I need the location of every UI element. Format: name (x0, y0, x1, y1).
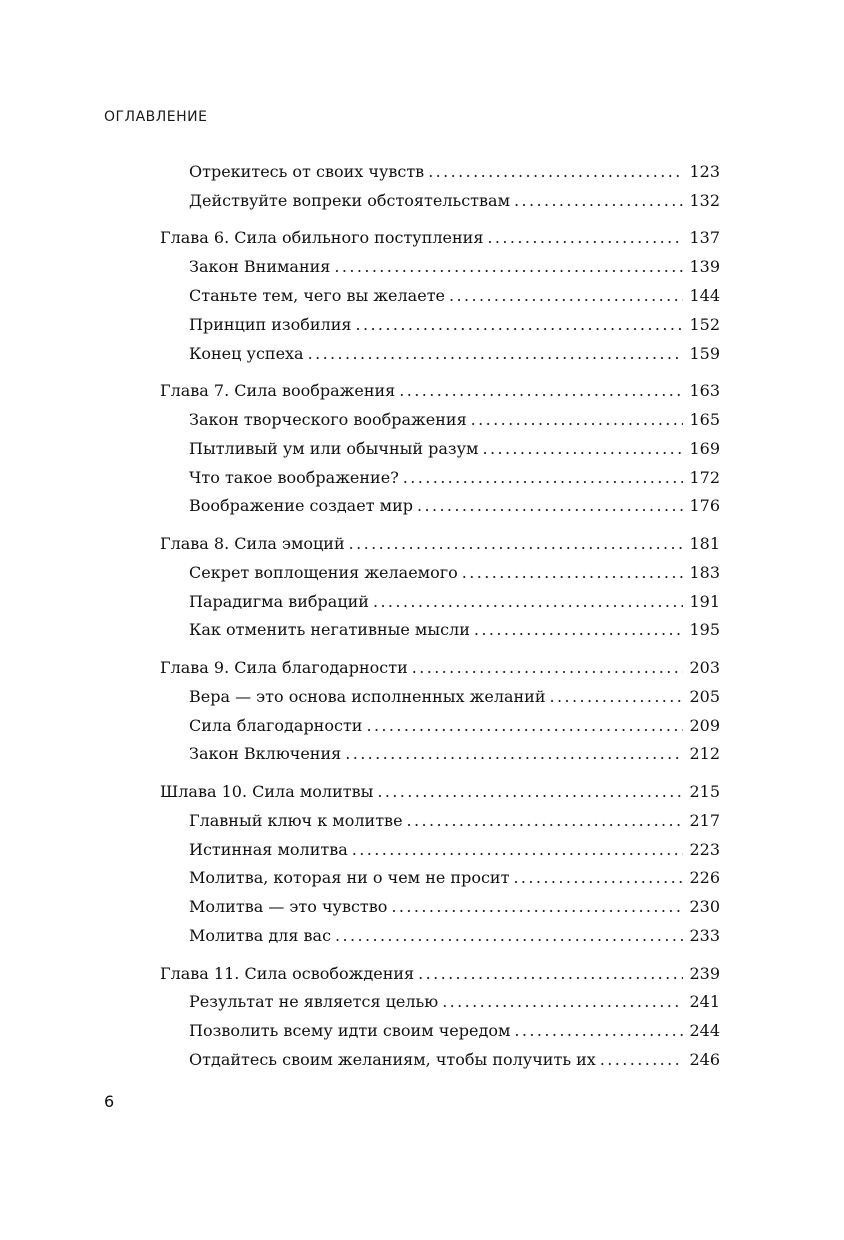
toc-chapter-title: Глава 9. Сила благодарности (160, 657, 408, 677)
dot-leader (308, 340, 684, 369)
dot-leader (403, 464, 684, 493)
toc-entry-title: Отрекитесь от своих чувств (189, 162, 425, 181)
toc-entry-page: 183 (689, 562, 720, 582)
toc-entry-title: Молитва, которая ни о чем не просит (189, 868, 510, 888)
running-head: ОГЛАВЛЕНИЕ (104, 109, 208, 125)
toc-entry-page: 226 (689, 868, 720, 888)
toc-chapter (160, 530, 720, 559)
toc-entry (160, 340, 720, 369)
dot-leader (418, 960, 683, 989)
toc-entry-title: Что такое воображение? (189, 467, 399, 487)
toc-entry (160, 187, 720, 216)
dot-leader (345, 740, 683, 769)
toc-chapter-title: Глава 11. Сила освобождения (160, 963, 415, 983)
toc-entry-page: 169 (689, 438, 720, 458)
toc-chapter-title: Глава 7. Сила воображения (160, 381, 396, 401)
toc-entry-page: 230 (689, 897, 720, 917)
dot-leader (514, 187, 683, 216)
toc-entry (160, 464, 720, 493)
dot-leader (482, 435, 683, 464)
dot-leader (417, 492, 683, 521)
dot-leader (513, 864, 683, 893)
dot-leader (373, 588, 684, 617)
toc-entry-page: 209 (689, 715, 720, 735)
toc-entry-page: 159 (689, 343, 720, 363)
toc-entry (160, 588, 720, 617)
dot-leader (352, 836, 684, 865)
toc-entry (160, 988, 720, 1017)
toc-entry-title: Сила благодарности (189, 715, 363, 735)
toc-entry-title: Позволить всему идти своим чередом (189, 1021, 511, 1041)
toc-chapter (160, 654, 720, 683)
dot-leader (412, 654, 684, 683)
dot-leader (366, 712, 683, 741)
dot-leader (335, 922, 683, 951)
toc-entry-page: 191 (689, 591, 720, 611)
toc-chapter-title: Глава 6. Сила обильного поступления (160, 228, 484, 248)
dot-leader (407, 807, 684, 836)
toc-entry-title: Результат не является целью (189, 992, 439, 1012)
toc-entry (160, 864, 720, 893)
toc-chapter-page: 137 (689, 228, 720, 248)
toc-entry (160, 807, 720, 836)
toc-entry-page: 223 (689, 839, 720, 859)
toc-entry (160, 1017, 720, 1046)
toc-entry-title: Главный ключ к молитве (189, 810, 403, 830)
toc-entry (160, 683, 720, 712)
toc-chapter (160, 377, 720, 406)
toc-entry (160, 406, 720, 435)
toc-entry (160, 282, 720, 311)
toc-entry (160, 922, 720, 951)
page-number: 6 (104, 1092, 115, 1111)
dot-leader (377, 778, 683, 807)
dot-leader (334, 253, 683, 282)
toc-entry-page: 139 (689, 257, 720, 277)
toc-entry-title: Закон творческого воображения (189, 409, 467, 429)
dot-leader (391, 893, 683, 922)
toc-entry-page: 123 (689, 162, 720, 181)
dot-leader (600, 1046, 684, 1075)
toc-entry-page: 195 (689, 620, 720, 640)
toc-entry-title: Секрет воплощения желаемого (189, 562, 458, 582)
toc-entry-title: Парадигма вибраций (189, 591, 369, 611)
dot-leader (442, 988, 683, 1017)
toc-entry (160, 253, 720, 282)
toc-entry-page: 217 (689, 810, 720, 830)
toc-entry-title: Истинная молитва (189, 839, 348, 859)
toc-entry-title: Закон Внимания (189, 257, 331, 277)
toc-entry (160, 836, 720, 865)
dot-leader (349, 530, 684, 559)
toc-entry-page: 241 (689, 992, 720, 1012)
toc-entry (160, 559, 720, 588)
toc-chapter (160, 224, 720, 253)
toc-entry (160, 492, 720, 521)
toc-chapter (160, 960, 720, 989)
toc-chapter-title: Шлава 10. Сила молитвы (160, 781, 374, 801)
dot-leader (514, 1017, 683, 1046)
toc-entry-title: Молитва для вас (189, 925, 332, 945)
toc-entry-page: 132 (689, 190, 720, 210)
toc-entry-title: Действуйте вопреки обстоятельствам (189, 190, 511, 210)
toc-entry (160, 893, 720, 922)
toc-chapter-title: Глава 8. Сила эмоций (160, 533, 345, 553)
toc-entry-title: Воображение создает мир (189, 496, 413, 516)
toc-entry-page: 152 (689, 314, 720, 334)
toc-chapter-page: 239 (689, 963, 720, 983)
toc-entry-page: 165 (689, 409, 720, 429)
dot-leader (474, 616, 684, 645)
toc-entry-title: Станьте тем, чего вы желаете (189, 285, 446, 305)
toc-entry (160, 740, 720, 769)
dot-leader (487, 224, 683, 253)
toc-entry-page: 244 (689, 1021, 720, 1041)
toc-entry-page: 144 (689, 285, 720, 305)
toc-entry-page: 212 (689, 744, 720, 764)
toc-entry (160, 616, 720, 645)
toc-entry (160, 435, 720, 464)
toc-entry-page: 246 (689, 1049, 720, 1069)
toc-entry-page: 205 (689, 686, 720, 706)
toc-entry-page: 233 (689, 925, 720, 945)
toc-entry-title: Молитва — это чувство (189, 897, 388, 917)
toc-entry-page: 172 (689, 467, 720, 487)
dot-leader (399, 377, 683, 406)
toc-chapter-page: 181 (689, 533, 720, 553)
toc-entry (160, 712, 720, 741)
toc-entry-title: Вера — это основа исполненных желаний (189, 686, 546, 706)
toc-entry-title: Принцип изобилия (189, 314, 352, 334)
dot-leader (428, 158, 683, 187)
toc-entry-title: Пытливый ум или обычный разум (189, 438, 479, 458)
dot-leader (462, 559, 684, 588)
dot-leader (355, 311, 683, 340)
toc-entry-title: Закон Включения (189, 744, 342, 764)
table-of-contents (160, 158, 720, 1075)
dot-leader (550, 683, 684, 712)
toc-entry-title: Отдайтесь своим желаниям, чтобы получить их (189, 1049, 596, 1069)
toc-entry (160, 311, 720, 340)
toc-chapter-page: 163 (689, 381, 720, 401)
toc-entry-title: Как отменить негативные мысли (189, 620, 470, 640)
toc-chapter-page: 215 (689, 781, 720, 801)
toc-chapter (160, 778, 720, 807)
dot-leader (449, 282, 683, 311)
dot-leader (471, 406, 684, 435)
toc-entry (160, 158, 720, 187)
toc-entry (160, 1046, 720, 1075)
toc-entry-title: Конец успеха (189, 343, 304, 363)
toc-chapter-page: 203 (689, 657, 720, 677)
toc-entry-page: 176 (689, 496, 720, 516)
